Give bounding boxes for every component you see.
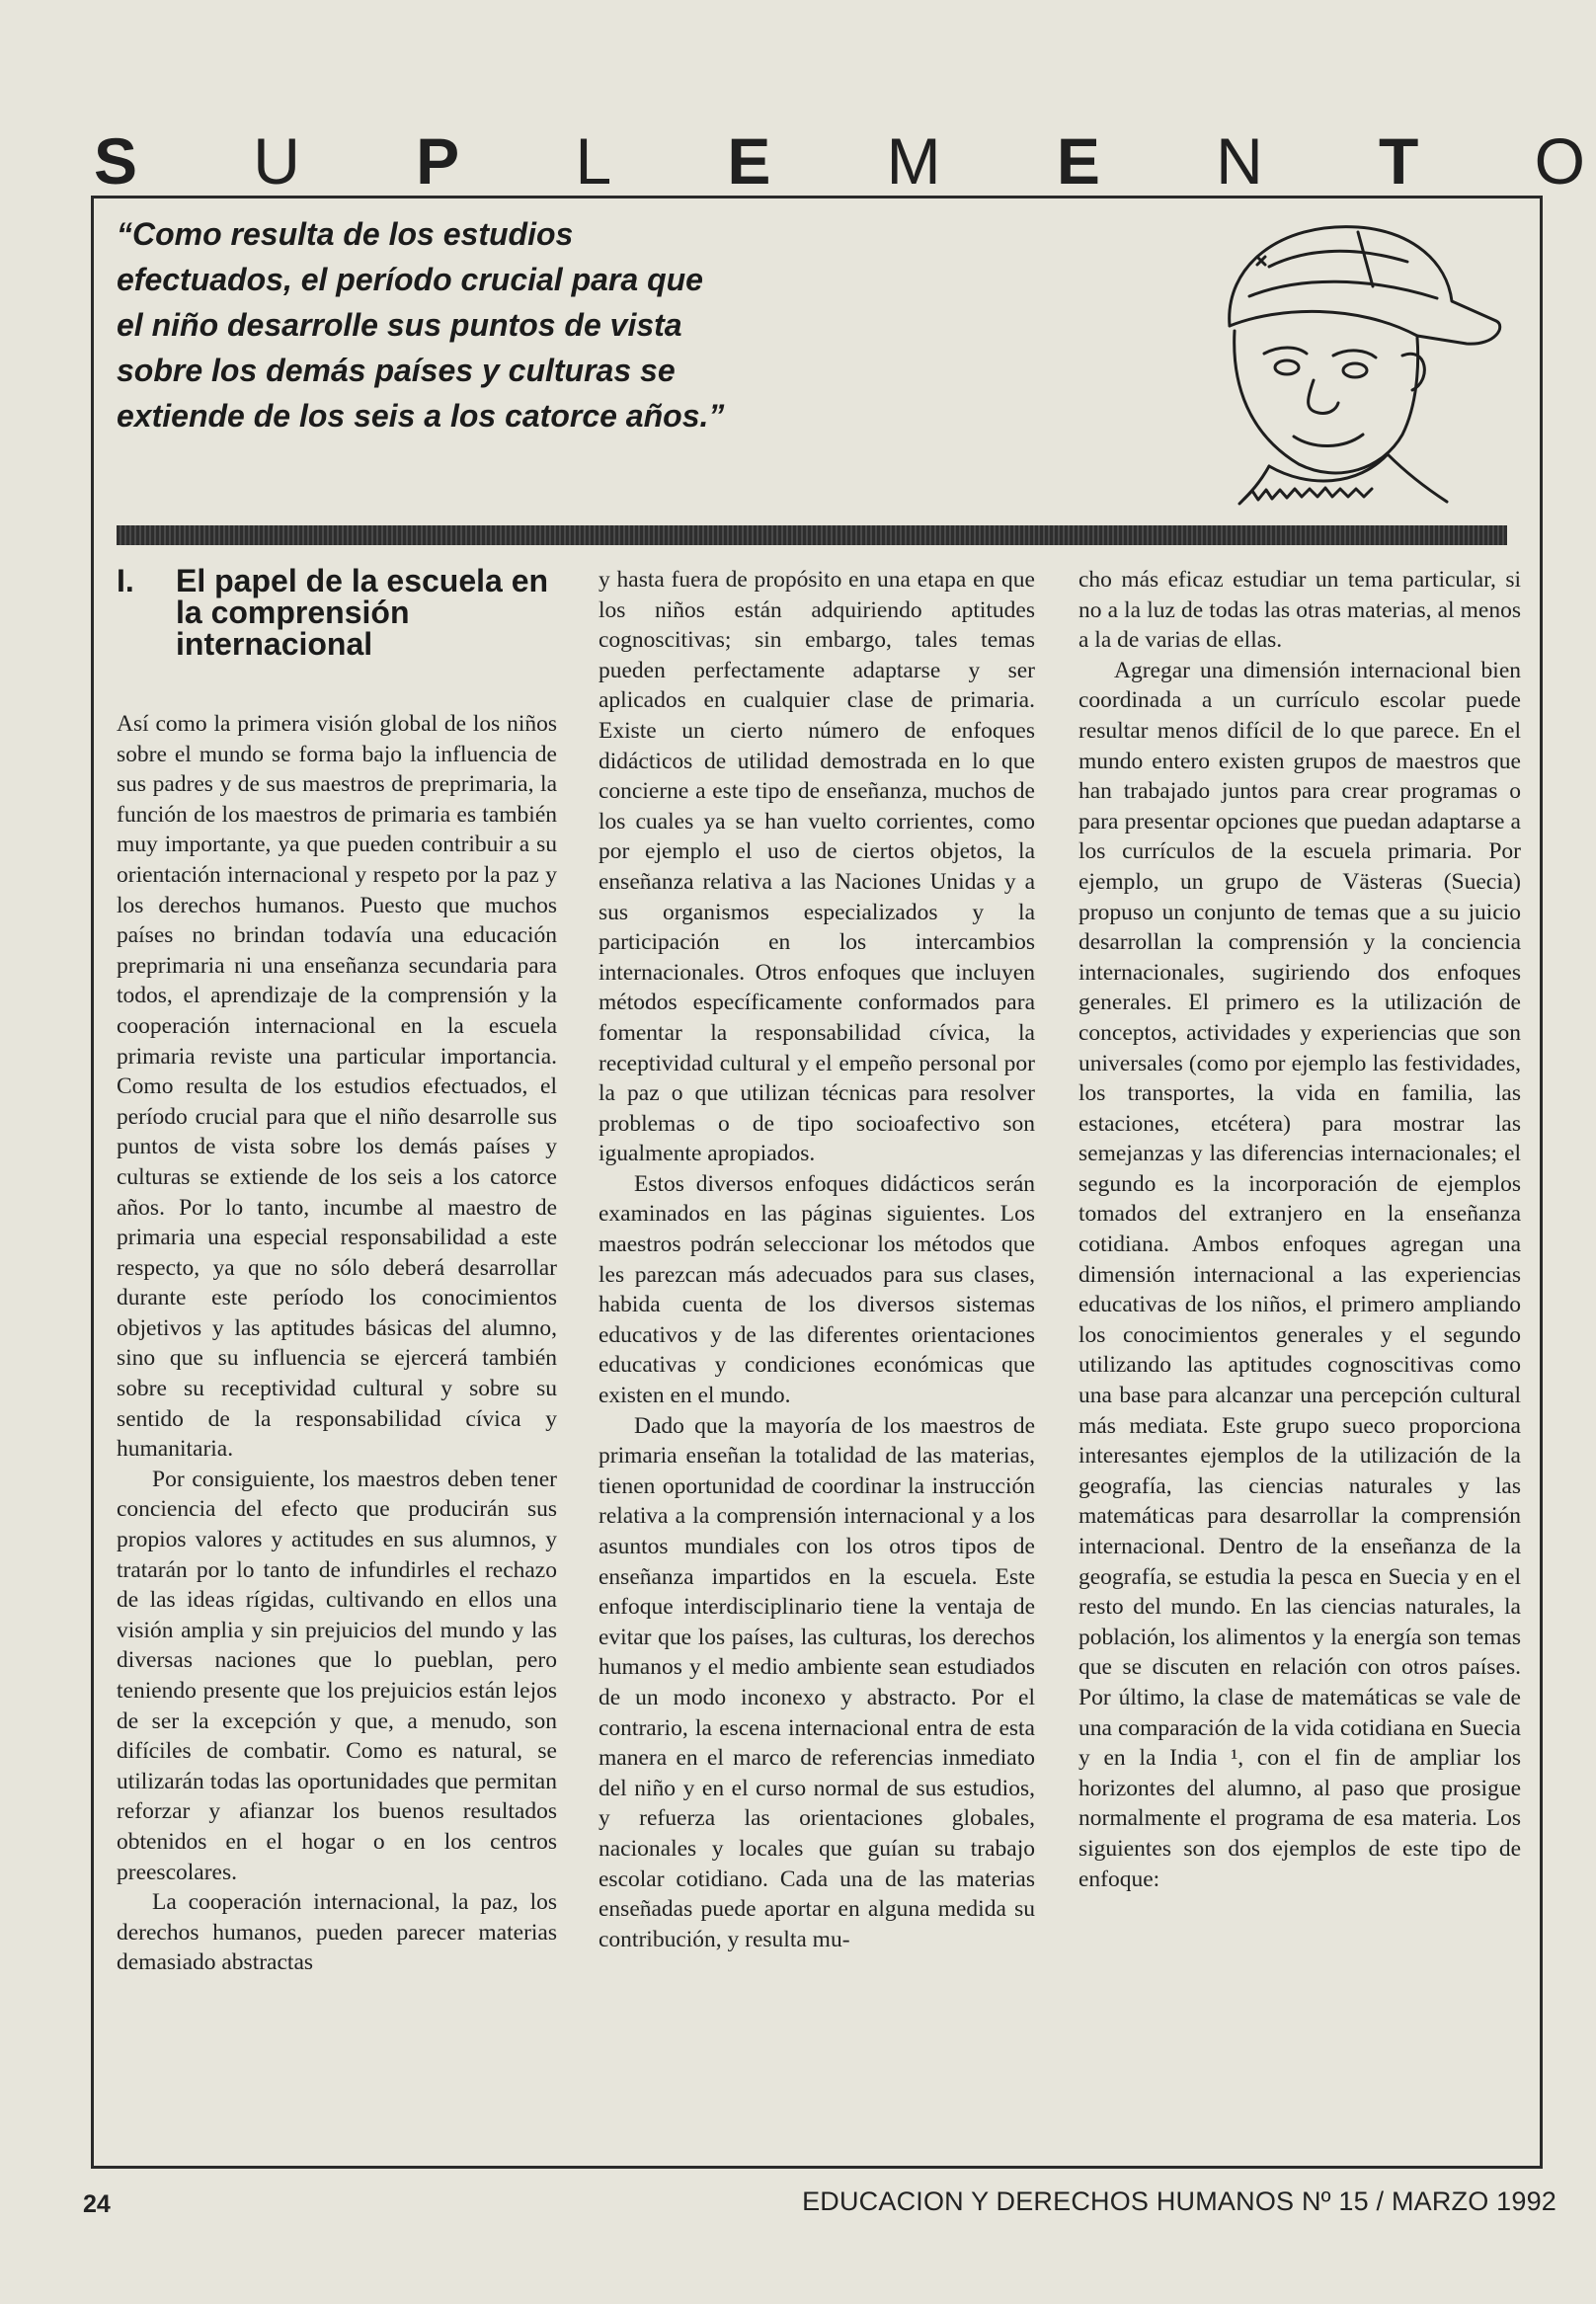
article-column-3 bbox=[1078, 565, 1521, 1894]
paragraph: Por consiguiente, los maestros deben tener conciencia del efecto que producirán sus propios valores y actitudes en sus alumnos, y tratarán por lo tanto de infundirles el rechazo de las ideas rígidas, cultivando en ellos una visión amplia y sin prejuicios del mundo y las diversas naciones que lo pueblan, pero teniendo presente que los prejuicios están lejos de ser la excepción y que, a menudo, son difíciles de combatir. Como es natural, se utilizarán todas las oportunidades que permitan reforzar y afianzar los buenos resultados obtenidos en el hogar o en los centros preescolares. bbox=[117, 1466, 557, 1885]
section-number: I. bbox=[117, 563, 134, 598]
masthead-letter: U bbox=[253, 124, 300, 198]
masthead-suplemento bbox=[94, 126, 1585, 196]
article-column-1 bbox=[117, 565, 557, 1978]
page-number: 24 bbox=[83, 2190, 111, 2218]
masthead-letter: M bbox=[886, 124, 941, 198]
child-portrait-illustration bbox=[1210, 207, 1506, 509]
section-title: El papel de la escuela en la comprensión internacional bbox=[176, 563, 549, 662]
masthead-letter: T bbox=[1379, 124, 1419, 198]
masthead-letter: L bbox=[575, 124, 612, 198]
masthead-letter: N bbox=[1216, 124, 1263, 198]
paragraph: Dado que la mayoría de los maestros de primaria enseñan la totalidad de las materias, tienen oportunidad de coordinar la instrucción relativa a la comprensión internacional y a los asuntos mundiales con los otros tipos de enseñanza impartidos en la escuela. Este enfoque interdisciplinario tiene la ventaja de evitar que los países, las culturas, los derechos humanos y el medio ambiente sean estudiados de un modo inconexo y abstracto. Por el contrario, la escena internacional entra de esta manera en el marco de referencias inmediato del niño y en el curso normal de sus estudios, y refuerza las orientaciones globales, nacionales y locales que guían su trabajo escolar cotidiano. Cada una de las materias enseñadas puede aportar en alguna medida su contribución, y resulta mu- bbox=[598, 1412, 1035, 1952]
paragraph: Así como la primera visión global de los niños sobre el mundo se forma bajo la influencia de sus padres y de sus maestros de preprimaria, la función de los maestros de primaria es también muy importante, ya que pueden contribuir a su orientación internacional y respeto por la paz y los derechos humanos. Puesto que muchos países no brindan todavía una educación preprimaria ni una enseñanza secundaria para todos, el aprendizaje de la comprensión y la cooperación internacional en la escuela primaria reviste una particular importancia. Como resulta de los estudios efectuados, el período crucial para que el niño desarrolle sus puntos de vista sobre los demás países y culturas se extiende de los seis a los catorce años. Por lo tanto, incumbe al maestro de primaria una especial responsabilidad a este respecto, ya que no sólo deberá desarrollar durante este período los conocimientos objetivos y las aptitudes básicas del alumno, sino que su influencia se ejercerá también sobre su receptividad cultural y sobre su sentido de la responsabilidad cívica y humanitaria. bbox=[117, 711, 557, 1463]
publication-footer: EDUCACION Y DERECHOS HUMANOS Nº 15 / MARZO 1992 bbox=[802, 2186, 1556, 2216]
masthead-letter: P bbox=[416, 124, 460, 198]
paragraph: cho más eficaz estudiar un tema particular, si no a la luz de todas las otras materias, al menos a la de varias de ellas. bbox=[1078, 567, 1521, 654]
paragraph: y hasta fuera de propósito en una etapa en que los niños están adquiriendo aptitudes cognoscitivas; sin embargo, tales temas pueden perfectamente adaptarse y ser aplicados en cualquier clase de primaria. Existe un cierto número de enfoques didácticos de utilidad demostrada en lo que concierne a este tipo de enseñanza, muchos de los cuales ya se han vuelto corrientes, como por ejemplo el uso de ciertos objetos, la enseñanza relativa a las Naciones Unidas y a sus organismos especializados y la participación en los intercambios internacionales. Otros enfoques que incluyen métodos específicamente conformados para fomentar la responsabilidad cívica, la receptividad cultural y el empeño personal por la paz o que utilizan técnicas para resolver problemas o de tipo socioafectivo son igualmente apropiados. bbox=[598, 567, 1035, 1167]
masthead-letter: E bbox=[727, 124, 771, 198]
paragraph: La cooperación internacional, la paz, los derechos humanos, pueden parecer materias demasiado abstractas bbox=[117, 1889, 557, 1976]
masthead-letter: S bbox=[94, 124, 138, 198]
paragraph: Estos diversos enfoques didácticos serán examinados en las páginas siguientes. Los maestros podrán seleccionar los métodos que les parezcan más adecuados para sus clases, habida cuenta de los diversos sistemas educativos y de las diferentes orientaciones educativas y condiciones económicas que existen en el mundo. bbox=[598, 1170, 1035, 1409]
masthead-letter: E bbox=[1056, 124, 1100, 198]
section-heading bbox=[117, 565, 557, 660]
section-divider-bar bbox=[117, 525, 1507, 545]
pull-quote: “Como resulta de los estudios efectuados, el período crucial para que el niño desarrolle sus puntos de vista sobre los demás países y culturas se extiende de los seis a los catorce años.” bbox=[117, 216, 725, 434]
masthead-letter: O bbox=[1534, 124, 1585, 198]
paragraph: Agregar una dimensión internacional bien coordinada a un currículo escolar puede resultar menos difícil de lo que parece. En el mundo entero existen grupos de maestros que han trabajado juntos para crear programas o para presentar opciones que puedan adaptarse a los currículos de la escuela primaria. Por ejemplo, un grupo de Västeras (Suecia) propuso un conjunto de temas que a su juicio desarrollan la comprensión y la conciencia internacionales, sugiriendo dos enfoques generales. El primero es la utilización de conceptos, actividades y experiencias que son universales (como por ejemplo las festividades, los transportes, la vida en familia, las estaciones, etcétera) para mostrar las semejanzas y las diferencias internacionales; el segundo es la incorporación de ejemplos tomados del extranjero en la enseñanza cotidiana. Ambos enfoques agregan una dimensión internacional a las experiencias educativas de los niños, el primero ampliando los conocimientos generales y el segundo utilizando las aptitudes cognoscitivas como una base para alcanzar una percepción cultural más mediata. Este grupo sueco proporciona interesantes ejemplos de la utilización de la geografía, las ciencias naturales y las matemáticas para desarrollar la comprensión internacional. Dentro de la enseñanza de la geografía, se estudia la pesca en Suecia y en el resto del mundo. En las ciencias naturales, la población, los alimentos y la energía son temas que se discuten en relación con otros países. Por último, la clase de matemáticas se vale de una comparación de la vida cotidiana en Suecia y en la India ¹, con el fin de ampliar los horizontes del alumno, al paso que prosigue normalmente el programa de esa materia. Los siguientes son dos ejemplos de este tipo de enfoque: bbox=[1078, 657, 1521, 1892]
article-column-2 bbox=[598, 565, 1035, 1954]
